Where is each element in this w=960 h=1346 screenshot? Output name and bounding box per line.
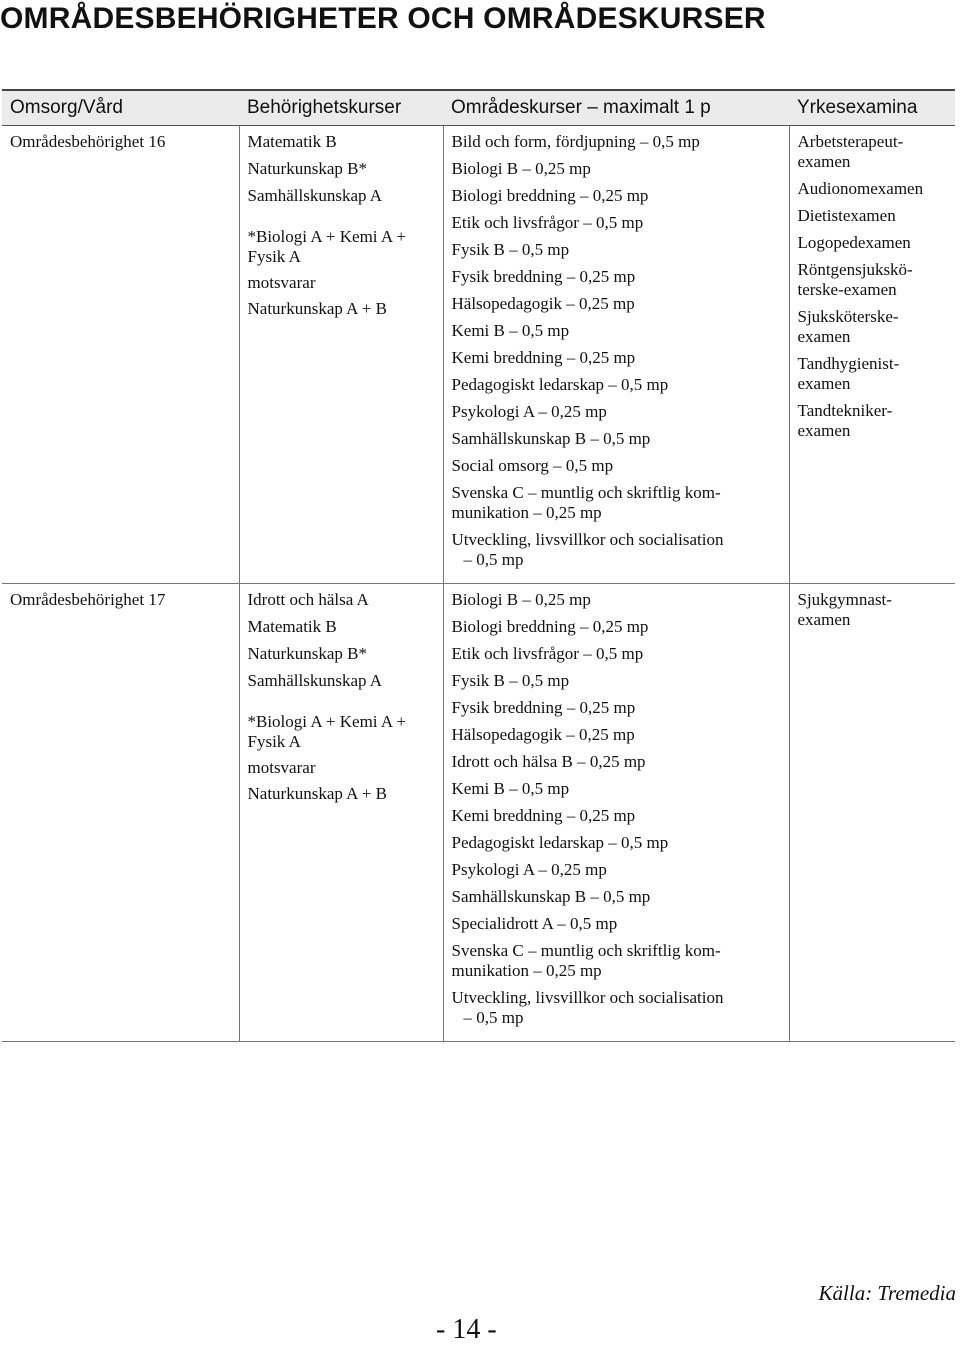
exam-item-line: Arbetsterapeut- [797,132,904,151]
eligibility-table [2,89,955,1042]
requirement-item: Samhällskunskap A [247,186,383,205]
requirement-note-line: motsvarar [247,273,316,292]
course-item: Pedagogiskt ledarskap – 0,5 mp [451,375,669,394]
exam-item [798,307,950,347]
requirement-note-line: motsvarar [247,758,316,777]
exam-item-line: Röntgensjukskö- [797,260,913,279]
course-item: Kemi B – 0,5 mp [451,321,570,340]
table-body [2,126,955,1042]
requirement-item: Matematik B [247,132,337,151]
course-item-wrapped [452,483,783,523]
column-header-area: Omsorg/Vård [2,90,239,126]
course-item: Pedagogiskt ledarskap – 0,5 mp [451,833,669,852]
requirement-note-line: Naturkunskap A + B [247,299,387,318]
page-number: - 14 - [436,1314,497,1345]
course-item: Biologi breddning – 0,25 mp [451,186,649,205]
course-item: Fysik breddning – 0,25 mp [451,698,636,717]
exam-item-line: Audionomexamen [797,179,924,198]
exam-item [798,179,950,199]
course-item: Kemi breddning – 0,25 mp [451,806,636,825]
requirement-item: Naturkunskap B* [247,159,367,178]
exam-item-line: Sjukgymnast- [797,590,892,609]
exam-item-line: Logopedexamen [797,233,911,252]
course-item-wrapped [452,988,783,1028]
exam-item-line: Tandtekniker- [797,401,893,420]
course-item-line: Utveckling, livsvillkor och socialisation [451,530,724,549]
requirement-note-line: *Biologi A + Kemi A + [247,712,407,731]
requirements-spacer [248,698,437,712]
exam-item-line: examen [797,327,851,346]
course-item-line: Svenska C – muntlig och skriftlig kom- [451,941,721,960]
area-cell [2,584,239,1042]
course-item-line: Svenska C – muntlig och skriftlig kom- [451,483,721,502]
column-header-requirements: Behörighetskurser [239,90,443,126]
courses-cell [443,584,789,1042]
course-item-line: Utveckling, livsvillkor och socialisation [451,988,724,1007]
course-item: Fysik breddning – 0,25 mp [451,267,636,286]
course-item: Fysik B – 0,5 mp [451,671,570,690]
course-item-line: – 0,5 mp [463,1008,524,1027]
exam-item [798,233,950,253]
column-header-courses: Områdeskurser – maximalt 1 p [443,90,789,126]
course-item-line: munikation – 0,25 mp [451,961,602,980]
course-item: Kemi B – 0,5 mp [451,779,570,798]
course-item: Kemi breddning – 0,25 mp [451,348,636,367]
course-item: Biologi B – 0,25 mp [451,159,591,178]
course-item-line: munikation – 0,25 mp [451,503,602,522]
course-item-line: – 0,5 mp [463,550,524,569]
exam-item-line: examen [797,152,851,171]
requirements-cell [239,584,443,1042]
exam-item-line: Sjuksköterske- [797,307,899,326]
area-label: Områdesbehörighet 16 [10,132,166,151]
column-header-exams: Yrkesexamina [789,90,955,126]
requirements-spacer [248,213,437,227]
requirement-note-line: Fysik A [247,247,301,266]
requirement-item: Naturkunskap B* [247,644,367,663]
exam-item-line: Tandhygienist- [797,354,900,373]
course-item-wrapped [452,530,783,570]
requirement-item: Matematik B [247,617,337,636]
courses-cell [443,126,789,584]
exams-cell [789,584,955,1042]
table-row [2,126,955,584]
course-item: Bild och form, fördjupning – 0,5 mp [451,132,700,151]
requirement-item: Samhällskunskap A [247,671,383,690]
course-item: Etik och livsfrågor – 0,5 mp [451,213,644,232]
exam-item-line: examen [797,421,851,440]
exams-cell [789,126,955,584]
exam-item [798,206,950,226]
table-row [2,584,955,1042]
table-header-row [2,90,955,126]
course-item: Psykologi A – 0,25 mp [451,860,607,879]
area-cell [2,126,239,584]
requirement-note-line: Naturkunskap A + B [247,784,387,803]
exam-item [798,260,950,300]
course-item: Psykologi A – 0,25 mp [451,402,607,421]
course-item: Biologi B – 0,25 mp [451,590,591,609]
exam-item [798,590,950,630]
area-label: Områdesbehörighet 17 [10,590,166,609]
exam-item [798,354,950,394]
course-item: Samhällskunskap B – 0,5 mp [451,429,651,448]
requirement-item: Idrott och hälsa A [247,590,369,609]
course-item: Hälsopedagogik – 0,25 mp [451,294,635,313]
page-title: OMRÅDESBEHÖRIGHETER OCH OMRÅDESKURSER [0,2,766,35]
exam-item-line: examen [797,374,851,393]
course-item: Social omsorg – 0,5 mp [451,456,614,475]
course-item: Specialidrott A – 0,5 mp [451,914,618,933]
exam-item-line: terske-examen [797,280,897,299]
course-item: Fysik B – 0,5 mp [451,240,570,259]
course-item: Idrott och hälsa B – 0,25 mp [451,752,646,771]
course-item: Hälsopedagogik – 0,25 mp [451,725,635,744]
course-item: Samhällskunskap B – 0,5 mp [451,887,651,906]
requirements-cell [239,126,443,584]
course-item: Biologi breddning – 0,25 mp [451,617,649,636]
exam-item [798,132,950,172]
course-item-wrapped [452,941,783,981]
course-item: Etik och livsfrågor – 0,5 mp [451,644,644,663]
source-credit: Källa: Tremedia [818,1281,956,1305]
exam-item-line: examen [797,610,851,629]
exam-item [798,401,950,441]
requirement-note-line: Fysik A [247,732,301,751]
exam-item-line: Dietistexamen [797,206,896,225]
requirement-note-line: *Biologi A + Kemi A + [247,227,407,246]
